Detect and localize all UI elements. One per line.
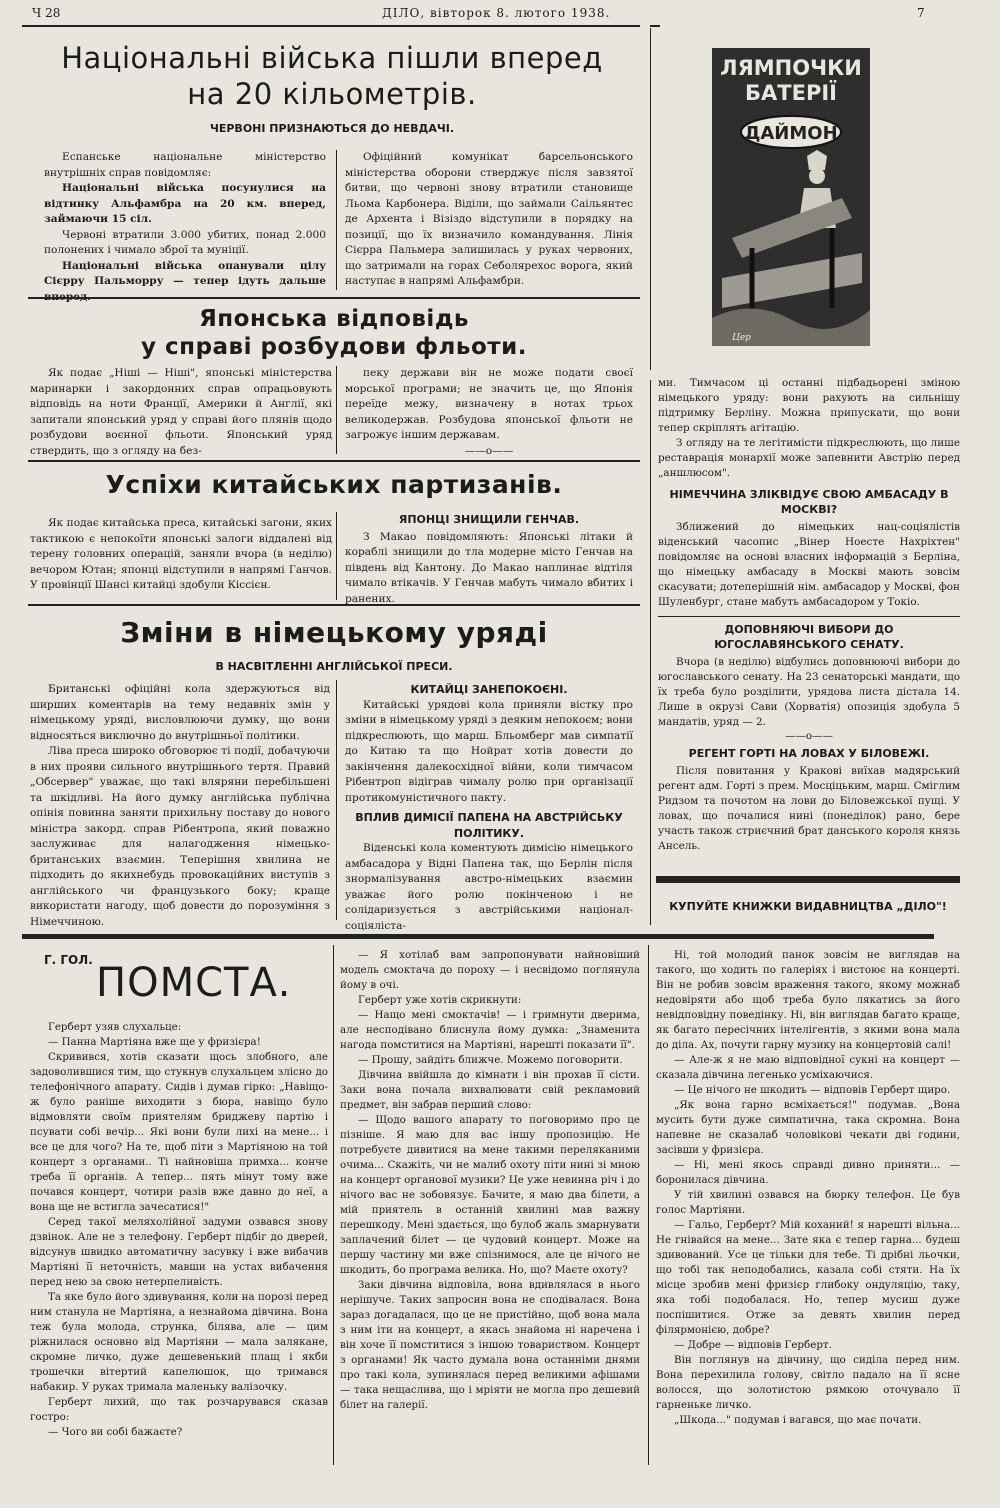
paragraph: Офіційний комунікат барсельонського міністерства оборони стверджує після завзятої битви, що червоні знову втратили становище Льома Карбонера. Віділи, що займали Саільянтес де Архента і Візіздо відступили в порядку на позиції, що їх визначило командування. Лінія Сієрра Пальмера залишилась у руках червоних, що затримали на горах Себолярехос ворога, який наступає в напрямі Альфамбри.	[345, 151, 633, 287]
paragraph: Заки дівчина відповіла, вона вдивлялася в нього нерішуче. Таких запросин вона не сподівалася. Вона зараз догадалася, що це не пристійно, щоб вона мала з ним іти на концерт, а якась знайома ні наречена і він хоче її помститися з іншою товариством. Концерт з органами! Як часто думала вона останніми днями про такі кола, зупинялася перед великими афішами — така нещаслива, що і мріяти не могла про дешевий білет на галерії.	[340, 1279, 640, 1411]
paragraph: Герберт узяв слухальце:	[48, 1021, 182, 1033]
paragraph: Він поглянув на дівчину, що сиділа перед ним. Вона перехилила голову, світло падало на її ясне волосся, що золотистою рямкою оточувало її гарненьке личко.	[656, 1354, 960, 1411]
masthead-title: ДІЛО, вівторок 8. лютого 1938.	[382, 6, 611, 20]
paragraph: Зближений до німецьких нац-соціялістів віденський часопис „Вінер Ноесте Нахріхтен" повідомляє на основі власних інформацій з Берліна, що німецьку амбасаду в Москві мають зовсім скасувати; дотеперішній нім. амбасадор у Москві, фон Шуленбург, стане мабуть амбасадором у Токіо.	[658, 521, 960, 608]
paragraph: Після повитання у Кракові виїхав мадярський регент адм. Горті з прем. Мосціцьким, марш. Сміглим Ридзом та почотом на лови до Біловежської пущі. У ловах, що почалися нині (понеділок) рано, бере участь також стриєчний брат данського короля князь Ансель.	[658, 765, 960, 852]
paragraph: Ні, той молодий панок зовсім не виглядав на такого, що ходить по галеріях і вистоює на концерті. Він не робив зовсім враження такого, якому можнаб недовіряти або щоб треба було лякатись за його невідповідну поведінку. Ні, він виглядав багато краще, як багато пересічних інтелігентів, з якими вона мала до діла. Ах, почути гарну музику на концертовій салі!	[656, 949, 960, 1051]
paragraph: У тій хвилині озвався на бюрку телефон. Це був голос Мартіяни.	[656, 1189, 960, 1216]
divider: ——о——	[785, 730, 833, 742]
paragraph: Ліва преса широко обговорює ті події, добачуючи в них прояви сильного внутрішнього тертя. Правий „Обсервер" уважає, що такі вляряни перебільшені та шкідливі. На його думку англійська публічна опінія повинна заняти прихильну поставу до нового міністра закорд. справ Рібентропа, який поважно заслуживає для налагодження німецько-британських взаємин. Теперішня хвилина не підходить до якихнебудь провокаційних виступів з англійського чи французького боку; краще використати нагоду, щоб довести до порозуміння з Німеччиною.	[30, 745, 330, 928]
paragraph: Як подає „Ніші — Ніші", японські міністерства маринарки і закордонних справ опрацьовують відповідь на ноти Франції, Америки й Англії, які запитали японський уряд у справі його плянів щодо розбудови воєнної фльоти. Японський уряд ствердить, що з огляду на без-	[30, 367, 332, 457]
paragraph: З Макао повідомляють: Японські літаки й кораблі знищили до тла модерне місто Генчав на південь від Кантону. До Макао наплинає відтіля чимало втікачів. У Генчав мабуть чимало вбитих і ранених.	[345, 530, 633, 605]
paragraph: Герберт уже хотів скрикнути:	[358, 994, 522, 1006]
paragraph: Герберт лихий, що так розчарувався сказав гостро:	[30, 1396, 328, 1423]
paragraph: — Прошу, зайдіть ближче. Можемо поговорити.	[358, 1054, 623, 1066]
article-china-headline: Успіхи китайських партизанів.	[105, 470, 563, 499]
paragraph: — Чого ви собі бажаєте?	[48, 1426, 183, 1438]
subhead: ЧЕРВОНІ ПРИЗНАЮТЬСЯ ДО НЕВДАЧІ.	[209, 122, 455, 135]
page-rule	[22, 934, 934, 939]
subhead: ЯПОНЦІ ЗНИЩИЛИ ГЕНЧАВ.	[398, 513, 580, 526]
paragraph: — Але-ж я не маю відповідної сукні на концерт — сказала дівчина легенько усміхаючися.	[656, 1054, 960, 1081]
headline: Зміни в німецькому уряді	[120, 616, 548, 649]
article-germany-right-column	[345, 682, 633, 934]
paragraph: З огляду на те легітимісти підкреслюють, що лише реставрація монархії може запевнити Австрію перед „аншлюсом".	[658, 437, 960, 479]
ad-brand: ДАЙМОН	[744, 123, 838, 144]
subhead: НІМЕЧЧИНА ЗЛІКВІДУЄ СВОЮ АМБАСАДУ В МОСКВІ?	[669, 488, 949, 516]
subhead: В НАСВІТЛЕННІ АНГЛІЙСЬКОЇ ПРЕСИ.	[215, 660, 453, 673]
paragraph: Британські офіційні кола здержуються від ширших коментарів на тему недавніх змін у німецькому уряді, висловлюючи думку, що вони відносяться виключно до внутрішньої політики.	[30, 683, 330, 742]
paragraph: Віденські кола коментують димісію німецького амбасадора у Відні Папена так, що Берлін після знормалізування австро-німецьких взаємин уважає його ролю покінченою і не солідаризується з австрійськими націонал-соціяліста-	[345, 842, 633, 932]
story-author: Г. ГОЛ.	[44, 953, 93, 967]
paragraph: — Щодо вашого апарату то поговоримо про це пізніше. Я маю для вас іншу пропозицію. Не потребуєте дивитися на мене такими переляканими очима... Скажіть, чи не малиб охоту піти нині зі мною на концерт органової музики? Це уже невинна річ і до нічого вас не зобовязує. Бачите, я маю два білети, а мій приятель в останній хвилині мав важну перешкоду. Мені здається, що булоб жаль змарнувати заплачений білет — це чудовий концерт. Може на першу частину ми вже спізнимося, але це нічого не шкодить, бо програма велика. Но, що? Маєте охоту?	[340, 1114, 640, 1276]
page-number-right: 7	[917, 6, 925, 20]
article-germany	[28, 610, 640, 673]
paragraph: — Панна Мартіяна вже ще у фризієра!	[48, 1036, 261, 1048]
section-rule	[28, 460, 640, 462]
masthead	[22, 6, 942, 24]
subhead: ДОПОВНЯЮЧІ ВИБОРИ ДО ЮГОСЛАВЯНСЬКОГО СЕНАТУ.	[714, 623, 904, 651]
paragraph: Національні війська опанували цілу Сієрру Пальморру — тепер ідуть дальше	[44, 259, 326, 287]
article-china-left-column	[30, 516, 332, 594]
ad-line-2: БАТЕРІЇ	[745, 81, 837, 105]
paragraph: — Добре — відповів Герберт.	[674, 1339, 832, 1351]
paragraph: Та яке було його здивування, коли на порозі перед ним станула не Мартіяна, а незнайома дівчина. Вона теж була молода, струнка, білява, але — цим ріжнилася основно від Мартіяни — мала залякане, скромне личко, дуже дешевенький плащ і якби трошечки вітертий капелюшок, що тримався набакир. У руках тримала маленьку валізочку.	[30, 1291, 328, 1393]
masthead-rule	[22, 25, 640, 27]
paragraph: Червоні втратили 3.000 убитих, понад 2.000 полонених і чимало зброї та муніції.	[44, 228, 326, 256]
story-column-2	[340, 948, 640, 1413]
subhead: КИТАЙЦІ ЗАНЕПОКОЄНІ.	[410, 683, 568, 696]
article-china-right-column	[345, 512, 633, 607]
vertical-rule	[650, 28, 651, 370]
paragraph: Скривився, хотів сказати щось злобного, але задоволившися тим, що стукнув слухальцем злісно до телефонічного апарату. Сидів і думав гірко: „Навіщо-ж було раніше виходити з бюра, навіщо було відмовляти своїм приятелям бриджеву партію і псувати собі вечір... Які вони були лихі на мене... і все це для чого? На те, щоб піти з Мартіяною на той концерт з органами.. Ті найновіша примха... конче треба її органів. А тепер... пять мінут тому вже почався концерт, чотири разів вже давно до неї, а вона ще не встигла зачесатися!"	[30, 1051, 328, 1213]
paragraph: „Як вона гарно всміхається!" подумав. „Вона мусить бути дуже симпатична, така скромна. Вона напевне не сказалаб чоловікові чекати дві години, засівши у фризієра.	[656, 1099, 960, 1156]
paragraph: ми. Тимчасом ці останні підбадьорені зміною німецького уряду: вони рахують на сильнішу підтримку Берліну. Можна припускати, що вони тепер скріплять агітацію.	[658, 377, 960, 434]
advertisement	[712, 48, 870, 346]
paragraph: пеку держави він не може подати своєї морської програми; не значить це, що Японія переїде межу, визначену в нотах трьох великодержав. Розбудова японської фльоти не загрожує іншим державам.	[345, 367, 633, 441]
column-rule	[336, 512, 337, 600]
headline-line-1: Національні війська пішли вперед	[61, 41, 603, 75]
headline-line-1: Японська відповідь	[199, 306, 469, 332]
masthead-rule-right	[650, 25, 660, 27]
side-column	[658, 376, 960, 854]
story-column-3	[656, 948, 960, 1428]
article-spain	[28, 40, 636, 135]
paragraph: Дівчина ввійшла до кімнати і він прохав її сісти. Заки вона почала вихвалювати свій рекламовий предмет, він забрав перший слово:	[340, 1069, 640, 1111]
story-title: ПОМСТА.	[96, 960, 292, 1006]
section-rule	[28, 297, 640, 299]
paragraph: Як подає китайська преса, китайські загони, яких тактикою є непокоїти японські залоги віддалені від терену головних операцій, заняли вчора (в неділю) вечором Ютан; японці відступили в напрямі Ганчов. У провінції Шансі китайці здобули Кіссієн.	[30, 517, 332, 591]
paragraph: Еспанське національне міністерство внутрішніх справ повідомляє:	[44, 151, 326, 179]
subhead: ВПЛИВ ДИМІСІЇ ПАПЕНА НА АВСТРІЙСЬКУ ПОЛІТИКУ.	[355, 811, 623, 840]
paragraph: — Нащо мені смоктачів! — і гримнути дверима, але несподівано блиснула йому думка: „Знаменита нагода помститися на Мартіяні, нарешті показати її".	[340, 1009, 640, 1051]
column-rule	[336, 150, 337, 290]
column-rule	[333, 945, 334, 1465]
paragraph: Національні війська посунулися на відтинку Альфамбра на 20 км. вперед, займаючи 15 сіл.	[44, 182, 326, 225]
thick-rule	[656, 876, 960, 883]
article-spain-right-column	[345, 150, 633, 290]
paragraph: „Шкода..." подумав і вагався, що має почати.	[674, 1414, 922, 1426]
paragraph: — Я хотілаб вам запропонувати найновіший модель смоктача до пороху — і несвідомо поглянула йому в очі.	[340, 949, 640, 991]
paragraph: — Це нічого не шкодить — відповів Герберт щиро.	[674, 1084, 951, 1096]
ad-signature: Цер	[732, 333, 751, 343]
article-japan-right-column	[345, 366, 633, 459]
advertisement-illustration	[712, 48, 870, 346]
column-rule	[336, 366, 337, 454]
paragraph: Китайські урядові кола приняли вістку про зміни в німецькому уряді з деяким непокоєм; вони підкреслюють, що марш. Бльомберг мав симпатії до Китаю та що Нойрат хотів довести до закінчення далекосхідної війни, коли тимчасом Рібентроп відіграв чималу ролю при організації протикомуністичного пакту.	[345, 698, 633, 804]
article-spain-left-column	[44, 150, 326, 305]
headline-line-2: на 20 кільометрів.	[187, 77, 477, 111]
paragraph: Серед такої меляхолійної задуми озвався знову дзвінок. Але не з телефону. Герберт підбіг до дверей, відсунув швидко автоматичну засувку і вже вибачив Мартіяні її неточність, мавши на устах вибачення перед нею за свою нетерпеливість.	[30, 1216, 328, 1288]
page-number-left: Ч 28	[32, 6, 61, 20]
headline-line-2: у справі розбудови фльоти.	[141, 334, 527, 360]
paragraph: — Гальо, Герберт? Мій коханий! я нарешті вільна... Не гнівайся на мене... Зате яка є тепер гарна... будеш здивований. Усе це тільки для тебе. Ті дрібні льочки, що тобі так неподобались, казала собі стяти. На їх місце зробив мені фризієр глибоку ондуляцію, таку, яка тобі подобалася. Но, тепер мусиш дуже поспішитися. Отже за девять хвилин перед філярмонією, добре?	[656, 1219, 960, 1336]
column-rule	[336, 680, 337, 920]
ad-line-1: ЛЯМПОЧКИ	[720, 56, 862, 80]
article-germany-left-column	[30, 682, 330, 930]
books-notice: КУПУЙТЕ КНИЖКИ ВИДАВНИЦТВА „ДІЛО"!	[669, 900, 947, 913]
paragraph: — Ні, мені якось справді дивно приняти... — боронилася дівчина.	[656, 1159, 960, 1186]
vertical-rule	[650, 380, 651, 925]
divider: ——о——	[464, 444, 514, 457]
column-rule	[648, 945, 649, 1465]
article-japan	[28, 305, 640, 361]
subhead: РЕГЕНТ ГОРТІ НА ЛОВАХ У БІЛОВЕЖІ.	[688, 747, 930, 760]
section-rule	[28, 604, 640, 606]
paragraph: Вчора (в неділю) відбулись доповнюючі вибори до югославського сенату. На 23 сенаторські мандати, що їх треба було розділити, урядова листа дістала 14. Лише в окрузі Сави (Хорватія) опозиція здобула 5 мандатів, уряд — 2.	[658, 656, 960, 728]
story-column-1	[30, 1020, 328, 1440]
rule	[658, 616, 960, 617]
article-japan-left-column	[30, 366, 332, 459]
